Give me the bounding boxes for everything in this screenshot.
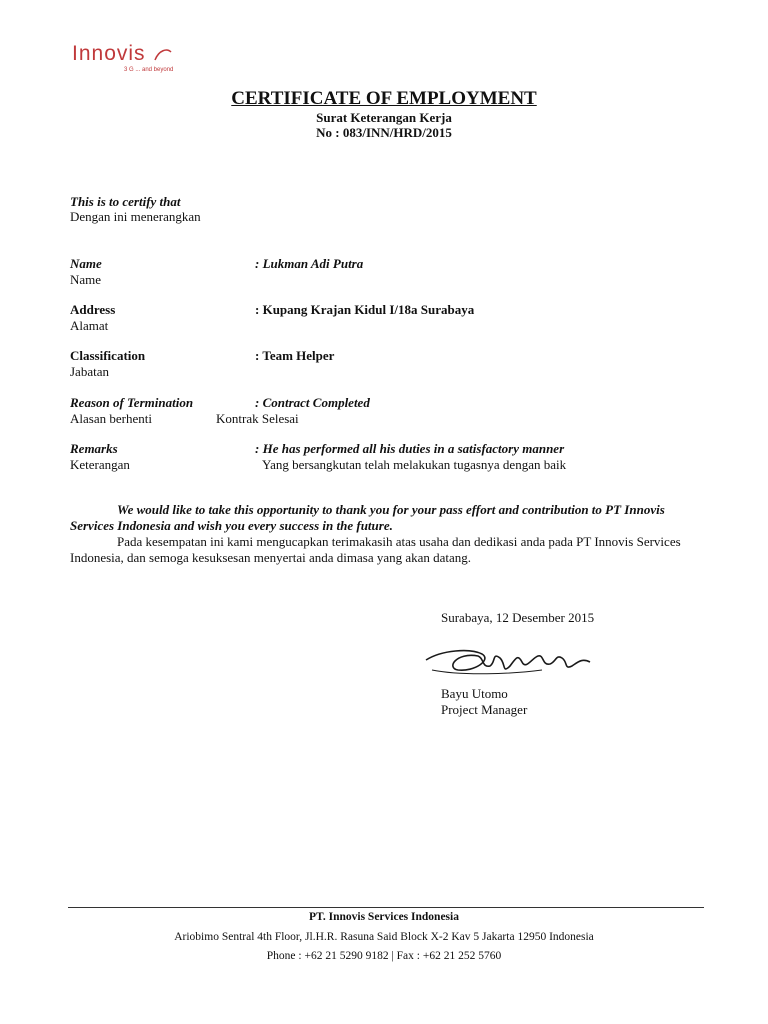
logo-tagline: 3 G ... and beyond	[124, 67, 174, 73]
field-label-id: Alamat	[70, 318, 109, 333]
field-label-id: Jabatan	[70, 364, 109, 379]
footer-divider	[68, 907, 704, 908]
field-label-en: Remarks	[70, 441, 118, 456]
field-label-en: Reason of Termination	[70, 395, 194, 410]
signer-position: Project Manager	[441, 702, 528, 717]
field-value-id: Yang bersangkutan telah melakukan tugasnya dengan baik	[262, 457, 567, 472]
field-label-id: Alasan berhenti	[70, 411, 152, 426]
logo-brand: Innovis	[72, 42, 146, 65]
field-value-en: : Lukman Adi Putra	[255, 256, 364, 271]
signature-image	[422, 640, 597, 682]
footer-address: Ariobimo Sentral 4th Floor, Jl.H.R. Rasuna Said Block X-2 Kav 5 Jakarta 12950 Indonesia	[174, 931, 594, 943]
field-value-en: : He has performed all his duties in a satisfactory manner	[255, 441, 565, 456]
field-value-en: : Kupang Krajan Kidul I/18a Surabaya	[255, 302, 475, 317]
intro-en: This is to certify that	[70, 194, 181, 209]
document-number: No : 083/INN/HRD/2015	[316, 125, 452, 140]
field-label-id: Name	[70, 272, 102, 287]
signer-name: Bayu Utomo	[441, 686, 508, 701]
place-date: Surabaya, 12 Desember 2015	[441, 610, 595, 625]
document-title: CERTIFICATE OF EMPLOYMENT	[231, 88, 537, 109]
field-label-en: Address	[70, 302, 116, 317]
footer-contact: Phone : +62 21 5290 9182 | Fax : +62 21 252 5760	[266, 950, 502, 962]
intro-id: Dengan ini menerangkan	[70, 209, 201, 224]
closing-en: We would like to take this opportunity to thank you for your pass effort and contribution to PT Innovis Services Indonesia and wish you every success in the future.	[70, 502, 665, 533]
field-value-en: : Team Helper	[255, 348, 335, 363]
field-label-en: Classification	[70, 348, 146, 363]
field-label-en: Name	[70, 256, 102, 271]
document-subtitle: Surat Keterangan Kerja	[316, 110, 452, 125]
logo-swoosh-icon	[153, 46, 173, 66]
footer-company: PT. Innovis Services Indonesia	[309, 911, 459, 923]
company-logo	[70, 40, 200, 80]
closing-id: Pada kesempatan ini kami mengucapkan terimakasih atas usaha dan dedikasi anda pada PT Innovis Services Indonesia, dan semoga kesuksesan menyertai anda dimasa yang akan datang.	[70, 534, 681, 565]
field-value-id: Kontrak Selesai	[216, 411, 299, 426]
field-value-en: : Contract Completed	[255, 395, 370, 410]
field-label-id: Keterangan	[70, 457, 130, 472]
